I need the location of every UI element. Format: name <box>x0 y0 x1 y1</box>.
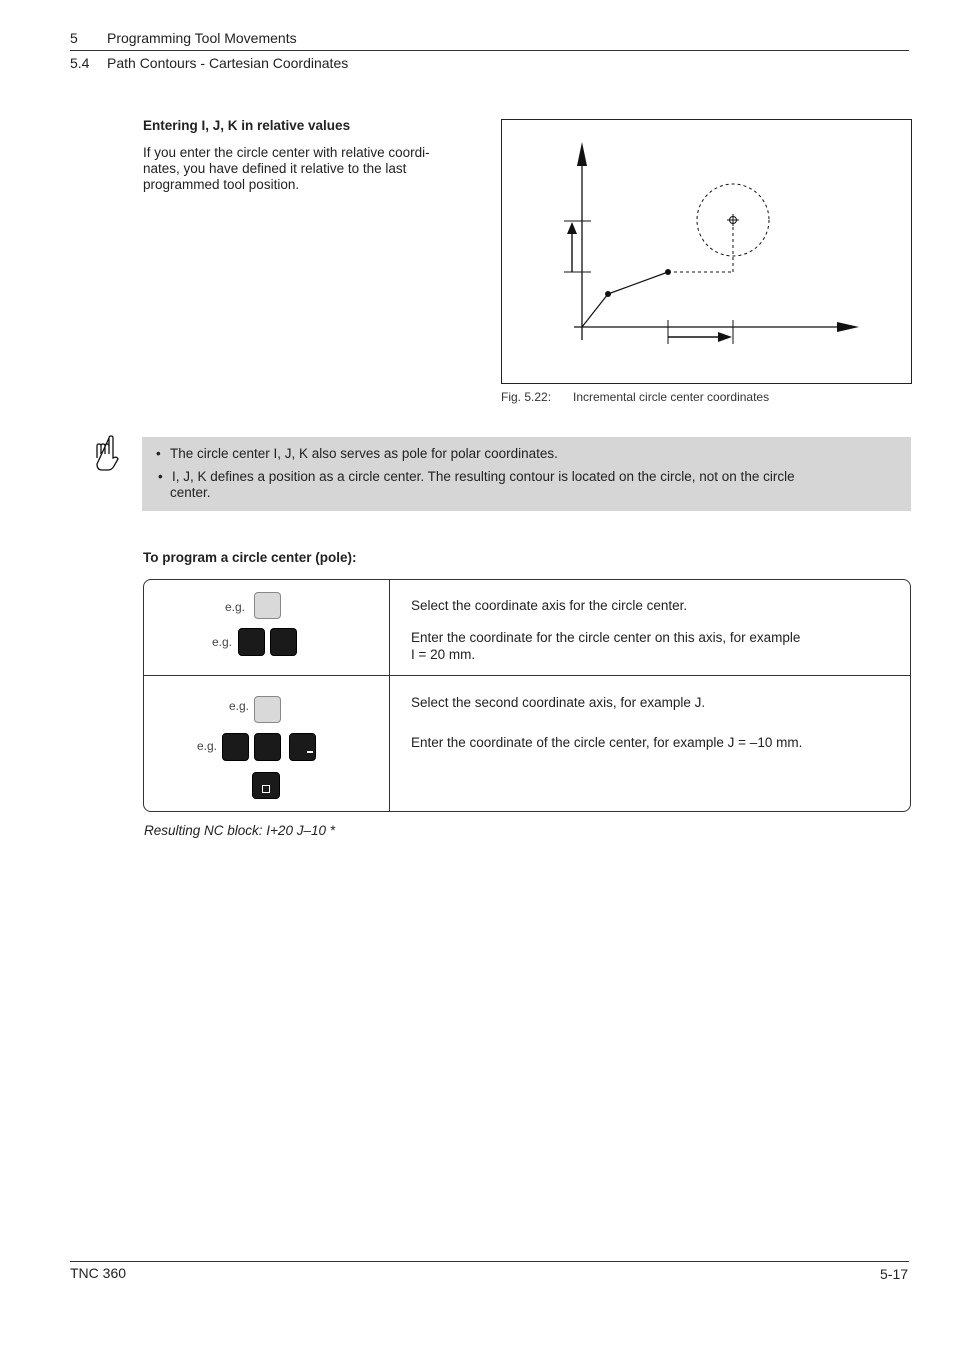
intro-heading: Entering I, J, K in relative values <box>143 118 351 133</box>
footer-rule <box>70 1261 909 1262</box>
minus-icon <box>307 751 313 753</box>
coordinate-diagram <box>502 120 911 383</box>
end-block-key[interactable] <box>252 772 280 799</box>
resulting-nc-block: Resulting NC block: I+20 J–10 * <box>144 823 335 838</box>
footer-product: TNC 360 <box>70 1265 127 1281</box>
figure-frame <box>501 119 912 384</box>
step-1-text-2a: Enter the coordinate for the circle center on this axis, for example <box>411 630 801 645</box>
chapter-number: 5 <box>70 30 78 46</box>
note-bullet-2: • I, J, K defines a position as a circle center. The resulting contour is located on the circle, not on the circle <box>158 469 795 484</box>
figure-caption: Incremental circle center coordinates <box>573 390 770 404</box>
digit-key-0[interactable] <box>270 628 297 656</box>
note-box <box>142 437 911 511</box>
section-title: Path Contours - Cartesian Coordinates <box>107 55 349 71</box>
intro-line-3: programmed tool position. <box>143 177 300 192</box>
step-1-text-1: Select the coordinate axis for the circle center. <box>411 598 688 613</box>
axis-key-j[interactable] <box>254 696 281 723</box>
procedure-heading: To program a circle center (pole): <box>143 550 357 565</box>
step-2-text-2: Enter the coordinate of the circle center, for example J = –10 mm. <box>411 735 803 750</box>
digit-key-1[interactable] <box>222 733 249 761</box>
axis-key-i[interactable] <box>254 592 281 619</box>
figure-label: Fig. 5.22: <box>501 390 552 404</box>
table-divider <box>389 580 390 811</box>
note-bullet-1: • The circle center I, J, K also serves as pole for polar coordinates. <box>156 446 558 461</box>
minus-key[interactable] <box>289 733 316 761</box>
procedure-table <box>143 579 911 812</box>
eg-label: e.g. <box>197 739 218 753</box>
chapter-title: Programming Tool Movements <box>107 30 297 46</box>
intro-line-2: nates, you have defined it relative to the last <box>143 161 407 176</box>
eg-label: e.g. <box>229 699 250 713</box>
pointing-hand-icon <box>90 434 120 479</box>
intro-line-1: If you enter the circle center with relative coordi- <box>143 145 430 160</box>
step-1-text-2b: I = 20 mm. <box>411 647 476 662</box>
page-number: 5-17 <box>880 1266 909 1282</box>
row-divider <box>144 675 910 676</box>
eg-label: e.g. <box>225 600 246 614</box>
section-number: 5.4 <box>70 55 90 71</box>
digit-key-0[interactable] <box>254 733 281 761</box>
header-rule <box>70 50 909 51</box>
digit-key-2[interactable] <box>238 628 265 656</box>
end-block-icon <box>262 785 270 793</box>
note-bullet-2-cont: center. <box>170 485 211 500</box>
step-2-text-1: Select the second coordinate axis, for example J. <box>411 695 706 710</box>
eg-label: e.g. <box>212 635 233 649</box>
